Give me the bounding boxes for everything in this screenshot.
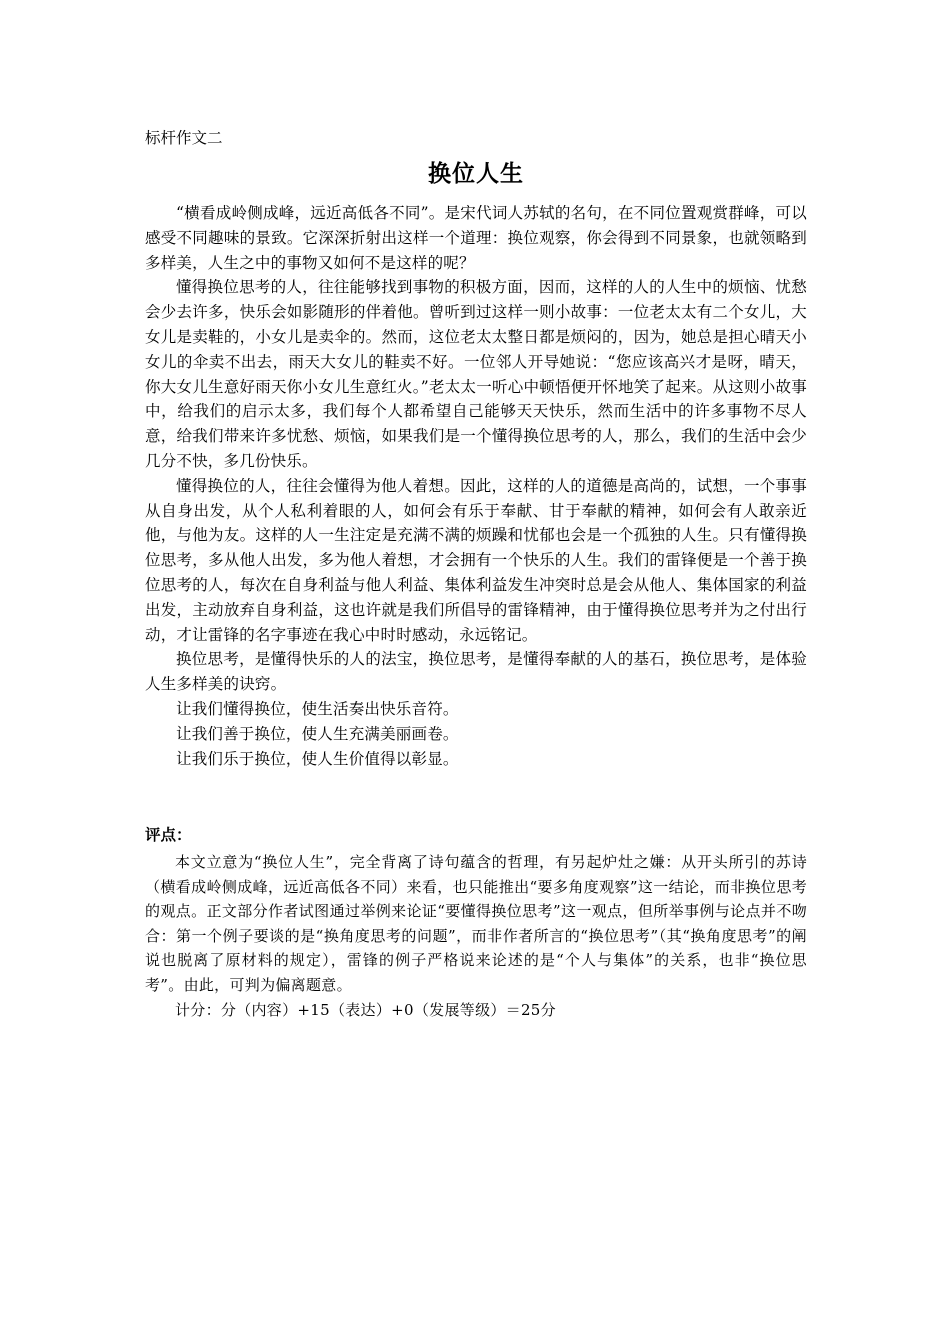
essay-paragraph: 让我们懂得换位，使生活奏出快乐音符。 bbox=[176, 699, 459, 718]
score-line: 计分：分（内容）+15（表达）+0（发展等级）＝25分 bbox=[175, 1000, 556, 1019]
comment-heading: 评点： bbox=[145, 826, 192, 844]
essay-paragraph: 让我们善于换位，使人生充满美丽画卷。 bbox=[176, 724, 459, 743]
essay-paragraph: “横看成岭侧成峰，远近高低各不同”。是宋代词人苏轼的名句，在不同位置观赏群峰，可以感受不同趣味的景致。它深深折射出这样一个道理：换位观察，你会得到不同景象，也就领略到多样美，人生之中的事物又如何不是这样的呢？ bbox=[145, 204, 807, 272]
essay-body bbox=[145, 201, 807, 771]
essay-title: 换位人生 bbox=[428, 161, 524, 187]
essay-paragraph: 换位思考，是懂得快乐的人的法宝，换位思考，是懂得奉献的人的基石，换位思考，是体验人生多样美的诀窍。 bbox=[145, 650, 807, 694]
comment-body bbox=[145, 850, 807, 1022]
section-label: 标杆作文二 bbox=[145, 129, 223, 147]
essay-paragraph: 懂得换位的人，往往会懂得为他人着想。因此，这样的人的道德是高尚的，试想，一个事事从自身出发，从个人私利着眼的人，如何会有乐于奉献、甘于奉献的精神，如何会有人敢亲近他，与他为友。这样的人一生注定是充满不满的烦躁和忧郁也会是一个孤独的人生。只有懂得换位思考，多从他人出发，多为他人着想，才会拥有一个快乐的人生。我们的雷锋便是一个善于换位思考的人，每次在自身利益与他人利益、集体利益发生冲突时总是会从他人、集体国家的利益出发，主动放弃自身利益，这也许就是我们所倡导的雷锋精神，由于懂得换位思考并为之付出行动，才让雷锋的名字事迹在我心中时时感动，永远铭记。 bbox=[145, 476, 807, 644]
comment-paragraph: 本文立意为“换位人生”，完全背离了诗句蕴含的哲理，有另起炉灶之嫌：从开头所引的苏诗（横看成岭侧成峰，远近高低各不同）来看，也只能推出“要多角度观察”这一结论，而非换位思考的观点。正文部分作者试图通过举例来论证“要懂得换位思考”这一观点，但所举事例与论点并不吻合：第一个例子要谈的是“换角度思考的问题”，而非作者所言的“换位思考”（其“换角度思考”的阐说也脱离了原材料的规定），雷锋的例子严格说来论述的是“个人与集体”的关系，也非“换位思考”。由此，可判为偏离题意。 bbox=[145, 853, 807, 994]
essay-paragraph: 懂得换位思考的人，往往能够找到事物的积极方面，因而，这样的人的人生中的烦恼、忧愁会少去许多，快乐会如影随形的伴着他。曾听到过这样一则小故事：一位老太太有二个女儿，大女儿是卖鞋的，小女儿是卖伞的。然而，这位老太太整日都是烦闷的，因为，她总是担心晴天小女儿的伞卖不出去，雨天大女儿的鞋卖不好。一位邻人开导她说：“您应该高兴才是呀，晴天，你大女儿生意好雨天你小女儿生意红火。”老太太一听心中顿悟便开怀地笑了起来。从这则小故事中，给我们的启示太多，我们每个人都希望自己能够天天快乐，然而生活中的许多事物不尽人意，给我们带来许多忧愁、烦恼，如果我们是一个懂得换位思考的人，那么，我们的生活中会少几分不快，多几份快乐。 bbox=[145, 278, 807, 470]
essay-paragraph: 让我们乐于换位，使人生价值得以彰显。 bbox=[176, 749, 459, 768]
